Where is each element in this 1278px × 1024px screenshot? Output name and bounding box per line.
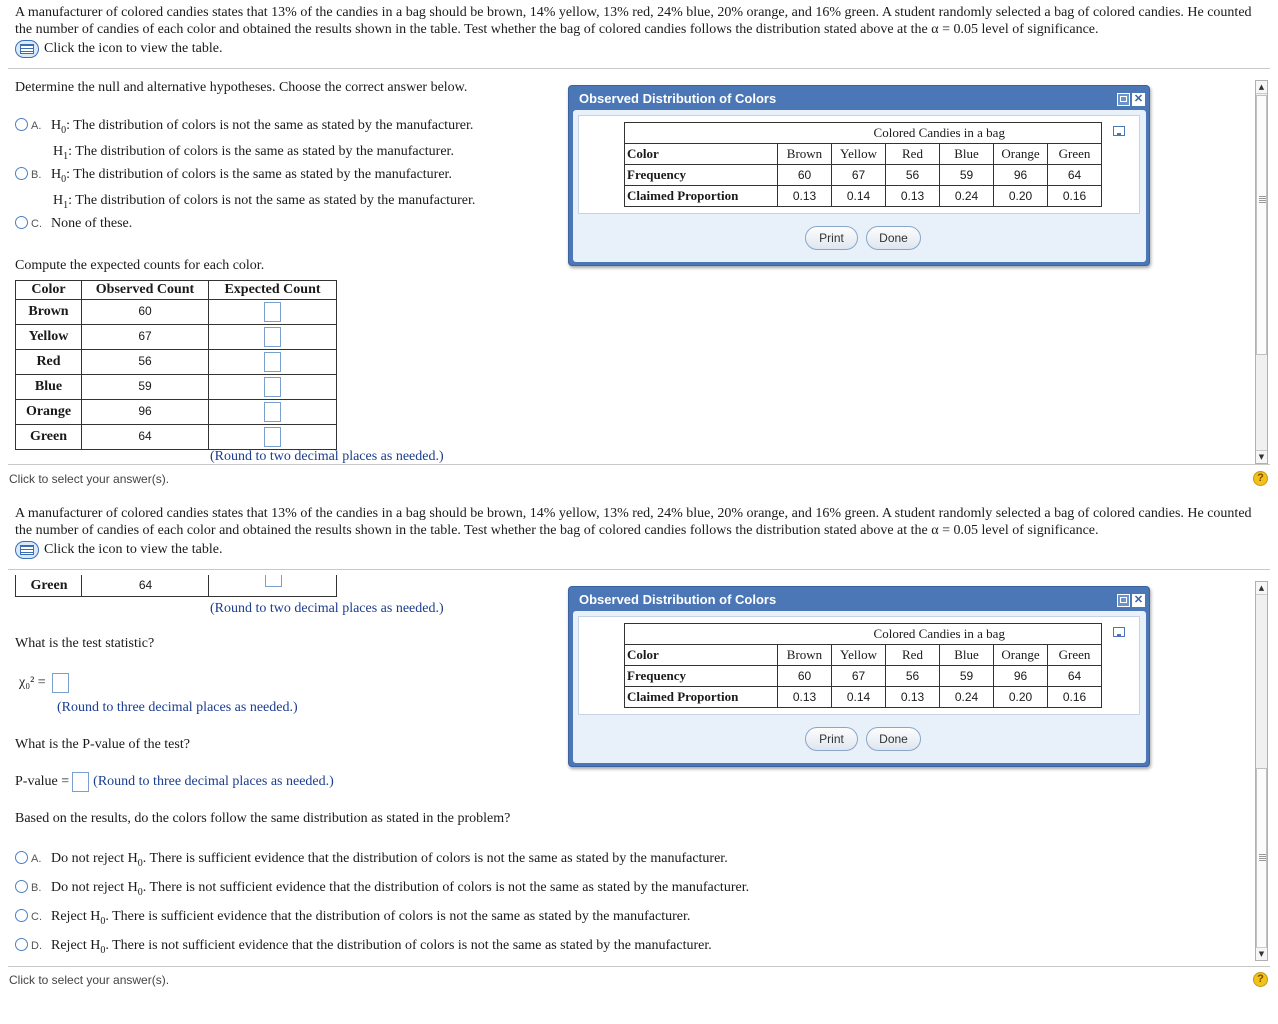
option-a[interactable]: A. $H_0$: The distribution of colors is not the same as stated by the manufacturer. $H_1$: The distribution of colors is the same as stated by the manufacturer. [15, 115, 473, 167]
table-icon[interactable] [15, 541, 39, 559]
conclusion-option-d[interactable]: D. Reject $H_0$. There is not sufficient evidence that the distribution of colors is not the same as stated by the manufacturer. [15, 935, 712, 961]
chi-square-row [19, 673, 69, 693]
close-icon[interactable]: ✕ [1133, 93, 1144, 105]
question-panel-1 [0, 0, 1278, 492]
conclusion-option-b[interactable]: B. Do not reject $H_0$. There is not sufficient evidence that the distribution of colors is not the same as stated by the manufacturer. [15, 877, 749, 903]
view-table-text[interactable]: Click the icon to view the table. [44, 542, 223, 557]
hypotheses-question: Determine the null and alternative hypotheses. Choose the correct answer below. [15, 80, 468, 95]
table-row: Yellow 67 [16, 325, 337, 350]
help-icon[interactable]: ? [1253, 972, 1268, 987]
round-note: (Round to two decimal places as needed.) [210, 601, 444, 616]
table-remnant: Green 64 [15, 575, 337, 597]
round-note-three: (Round to three decimal places as needed.) [57, 700, 298, 715]
table-caption: Colored Candies in a bag [778, 624, 1102, 645]
expected-input-red[interactable] [264, 352, 281, 372]
pvalue-question: What is the P-value of the test? [15, 737, 190, 752]
option-c[interactable]: C. None of these. [15, 213, 132, 235]
radio-b[interactable] [15, 880, 28, 893]
table-row: Brown 60 [16, 300, 337, 325]
pvalue-row: P-value = (Round to three decimal places as needed.) [15, 772, 334, 792]
scroll-up-icon[interactable]: ▲ [1256, 582, 1267, 595]
radio-a[interactable] [15, 118, 28, 131]
divider [8, 68, 1270, 69]
radio-b[interactable] [15, 167, 28, 180]
expected-input-green[interactable] [264, 427, 281, 447]
header-expected: Expected Count [209, 281, 337, 300]
chi-square-label: χ₀² = [19, 675, 46, 690]
radio-d[interactable] [15, 938, 28, 951]
header-observed: Observed Count [82, 281, 209, 300]
conclusion-option-a[interactable]: A. Do not reject $H_0$. There is sufficient evidence that the distribution of colors is not the same as stated by the manufacturer. [15, 848, 728, 874]
header-color: Color [16, 281, 82, 300]
radio-a[interactable] [15, 851, 28, 864]
pvalue-label: P-value = [15, 774, 70, 789]
copy-icon[interactable] [1113, 627, 1125, 637]
copy-icon[interactable] [1113, 126, 1125, 136]
done-button[interactable]: Done [866, 727, 921, 751]
round-note: (Round to two decimal places as needed.) [210, 449, 444, 463]
close-icon[interactable]: ✕ [1133, 594, 1144, 606]
help-icon[interactable]: ? [1253, 471, 1268, 486]
table-caption: Colored Candies in a bag [778, 123, 1102, 144]
question-panel-2 [0, 501, 1278, 991]
observed-table: Colored Candies in a bag Color Brown Yellow Red Blue Orange Green Frequency 60 67 56 59 96 64 Claimed Proportion 0.13 0.14 0.13 0.24 0.20 0.16 [624, 122, 1102, 207]
table-icon[interactable] [15, 40, 39, 58]
done-button[interactable]: Done [866, 226, 921, 250]
table-row: Green 64 [16, 425, 337, 450]
option-b[interactable]: B. $H_0$: The distribution of colors is the same as stated by the manufacturer. $H_1$: The distribution of colors is not the same as stated by the manufacturer. [15, 164, 475, 216]
view-table-text[interactable]: Click the icon to view the table. [44, 41, 223, 56]
conclusion-question: Based on the results, do the colors follow the same distribution as stated in the problem? [15, 811, 511, 826]
test-stat-question: What is the test statistic? [15, 636, 155, 651]
print-button[interactable]: Print [805, 226, 858, 250]
radio-c[interactable] [15, 216, 28, 229]
view-table-link[interactable] [15, 40, 222, 58]
expected-input-orange[interactable] [264, 402, 281, 422]
table-row: Orange 96 [16, 400, 337, 425]
expected-input-blue[interactable] [264, 377, 281, 397]
scroll-up-icon[interactable]: ▲ [1256, 81, 1267, 94]
scroll-down-icon[interactable]: ▼ [1256, 947, 1267, 960]
minimize-icon[interactable] [1117, 594, 1130, 607]
observed-distribution-dialog[interactable] [568, 85, 1150, 266]
click-to-select: Click to select your answer(s). [9, 973, 170, 987]
problem-statement: A manufacturer of colored candies states that 13% of the candies in a bag should be brown, 14% yellow, 13% red, 24% blue, 20% orange, and 16% green. A student randomly selected a bag of colored candies. He counted the number of candies of each color and obtained the results shown in the table. Test whether the bag of colored candies follows the distribution stated above at the α = 0.05 level of significance. [15, 506, 1252, 538]
pvalue-input[interactable] [72, 772, 89, 792]
observed-table: Colored Candies in a bag Color Brown Yellow Red Blue Orange Green Frequency 60 67 56 59 96 64 Claimed Proportion 0.13 0.14 0.13 0.24 0.20 0.16 [624, 623, 1102, 708]
chi-square-input[interactable] [52, 673, 69, 693]
click-to-select: Click to select your answer(s). [9, 472, 170, 486]
minimize-icon[interactable] [1117, 93, 1130, 106]
observed-distribution-dialog[interactable] [568, 586, 1150, 767]
scrollbar[interactable] [1255, 80, 1268, 464]
scrollbar[interactable] [1255, 581, 1268, 961]
divider [8, 569, 1270, 570]
problem-statement: A manufacturer of colored candies states that 13% of the candies in a bag should be brown, 14% yellow, 13% red, 24% blue, 20% orange, and 16% green. A student randomly selected a bag of colored candies. He counted the number of candies of each color and obtained the results shown in the table. Test whether the bag of colored candies follows the distribution stated above at the α = 0.05 level of significance. [15, 5, 1252, 37]
scroll-down-icon[interactable]: ▼ [1256, 450, 1267, 463]
expected-input-green[interactable] [265, 575, 282, 587]
expected-input-brown[interactable] [264, 302, 281, 322]
conclusion-option-c[interactable]: C. Reject $H_0$. There is sufficient evidence that the distribution of colors is not the same as stated by the manufacturer. [15, 906, 690, 932]
scroll-thumb[interactable] [1256, 95, 1267, 355]
divider [8, 464, 1270, 465]
radio-c[interactable] [15, 909, 28, 922]
view-table-link[interactable] [15, 541, 222, 559]
expected-question: Compute the expected counts for each color. [15, 258, 265, 273]
expected-count-table [15, 280, 337, 450]
dialog-title: Observed Distribution of Colors [579, 592, 777, 607]
print-button[interactable]: Print [805, 727, 858, 751]
table-row: Red 56 [16, 350, 337, 375]
scroll-thumb[interactable] [1256, 768, 1267, 948]
dialog-title: Observed Distribution of Colors [579, 91, 777, 106]
table-row: Blue 59 [16, 375, 337, 400]
expected-input-yellow[interactable] [264, 327, 281, 347]
divider [8, 966, 1270, 967]
